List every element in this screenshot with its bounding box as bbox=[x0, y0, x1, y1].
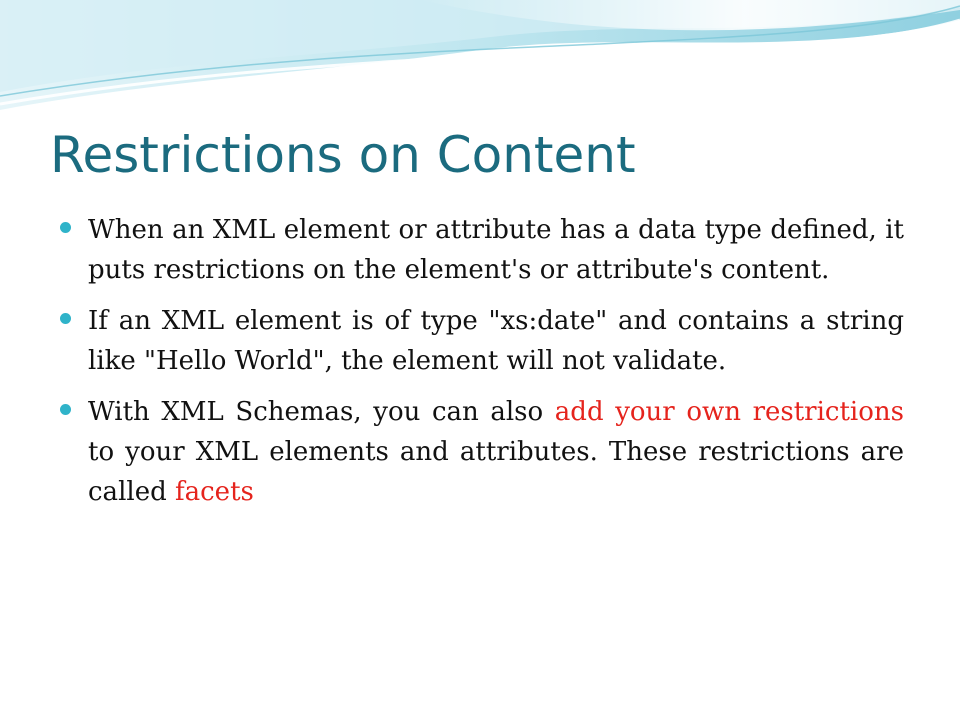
bullet-dot-icon bbox=[60, 222, 71, 233]
bullet-text: When an XML element or attribute has a data type defined, it puts restrictions on the element's or attribute's content. bbox=[88, 215, 904, 285]
bullet-text-segment: With XML Schemas, you can also bbox=[88, 397, 555, 427]
bullet-dot-icon bbox=[60, 313, 71, 324]
highlighted-term: facets bbox=[175, 477, 254, 507]
bullet-item bbox=[58, 210, 904, 290]
bullet-text-segment: to your XML elements and attributes. These restrictions are called bbox=[88, 437, 904, 507]
bullet-text: If an XML element is of type "xs:date" and contains a string like "Hello World", the element will not validate. bbox=[88, 306, 904, 376]
bullet-text bbox=[88, 392, 904, 512]
bullet-item bbox=[58, 301, 904, 381]
highlighted-phrase: add your own restrictions bbox=[554, 397, 904, 427]
header-wave-decoration bbox=[0, 0, 960, 120]
bullet-list bbox=[58, 210, 904, 523]
slide-title: Restrictions on Content bbox=[50, 126, 636, 184]
bullet-dot-icon bbox=[60, 404, 71, 415]
bullet-item bbox=[58, 392, 904, 512]
